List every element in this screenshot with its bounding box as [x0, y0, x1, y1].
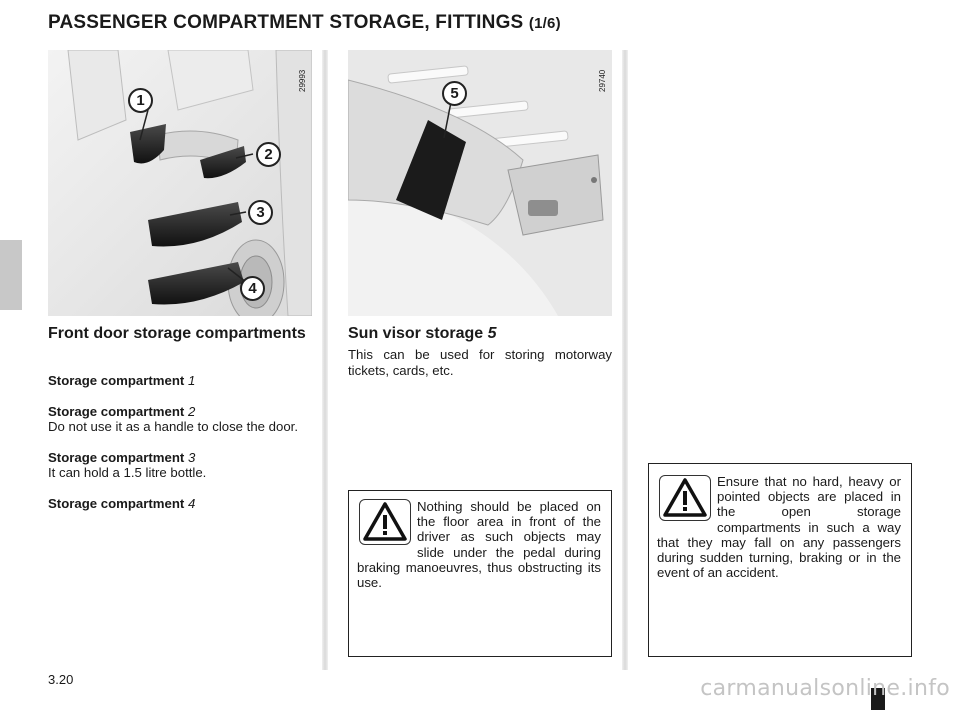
callout-4: 4 — [240, 276, 265, 301]
callout-5: 5 — [442, 81, 467, 106]
warning-text-floor: Nothing should be placed on the floor area in front of the driver as such objects may slide under the pedal during braking manoeuvres, thus obstructing its use. — [357, 499, 601, 591]
storage-item — [48, 404, 312, 420]
storage-item-note: Do not use it as a handle to close the door. — [48, 419, 298, 434]
figure-code: 29993 — [298, 69, 307, 92]
storage-item-label: Storage compartment — [48, 373, 185, 388]
page-title — [48, 12, 561, 34]
warning-text-objects: Ensure that no hard, heavy or pointed objects are placed in the open storage compartments in such a way that they may fall on any passengers during sudden turning, braking or in the event of an accident. — [657, 474, 901, 581]
callout-3: 3 — [248, 200, 273, 225]
door-storage-illustration — [48, 50, 312, 316]
storage-item-ref: 2 — [187, 403, 196, 419]
storage-item — [48, 496, 312, 512]
callout-1: 1 — [128, 88, 153, 113]
sun-visor-drawing — [348, 50, 612, 316]
storage-item-label: Storage compartment — [48, 403, 185, 419]
storage-item-label: Storage compartment — [48, 449, 185, 465]
page-number: 3.20 — [48, 672, 74, 687]
storage-item — [48, 373, 312, 389]
callout-2: 2 — [256, 142, 281, 167]
sun-visor-heading — [348, 325, 612, 342]
storage-item-note: It can hold a 1.5 litre bottle. — [48, 465, 207, 480]
page-title-text: PASSENGER COMPARTMENT STORAGE, FITTINGS — [48, 12, 524, 33]
storage-item-ref: 1 — [187, 373, 196, 388]
door-storage-drawing — [48, 50, 312, 316]
front-door-items — [48, 373, 312, 511]
figure-code: 29740 — [598, 69, 607, 92]
sun-visor-heading-text: Sun visor storage — [348, 325, 484, 342]
sun-visor-ref: 5 — [487, 325, 497, 342]
section-side-tab — [0, 240, 22, 310]
warning-box-objects — [648, 463, 912, 657]
watermark: carmanualsonline.info — [700, 676, 950, 701]
warning-box-floor — [348, 490, 612, 657]
sun-visor-illustration — [348, 50, 612, 316]
storage-item-ref: 4 — [187, 495, 196, 511]
page-title-part: (1/6) — [528, 15, 561, 32]
storage-item-label: Storage compartment — [48, 495, 185, 511]
storage-item-ref: 3 — [187, 449, 196, 465]
front-door-heading: Front door storage compartments — [48, 325, 306, 342]
storage-item — [48, 450, 312, 466]
column-separator — [322, 50, 328, 670]
sun-visor-text: This can be used for storing motorway tickets, cards, etc. — [348, 347, 612, 378]
column-separator — [622, 50, 628, 670]
